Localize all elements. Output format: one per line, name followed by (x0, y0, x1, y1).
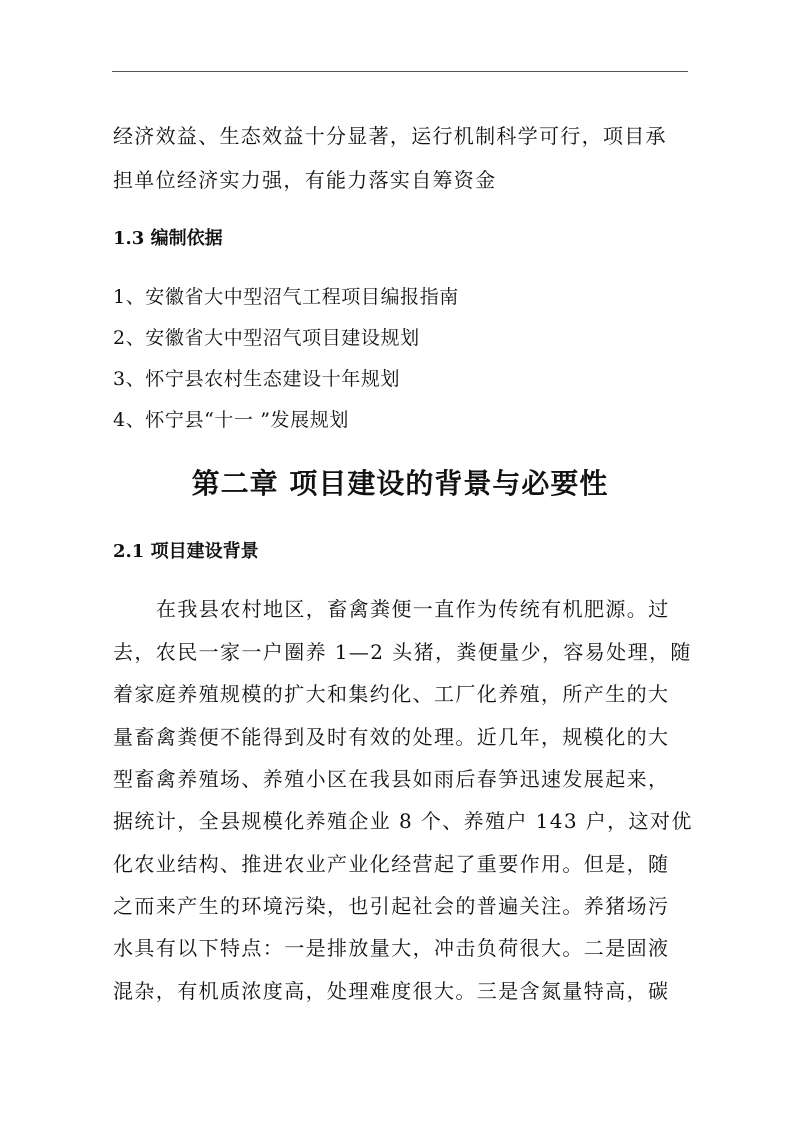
body-line-9: 水具有以下特点：一是排放量大，冲击负荷很大。二是固液 (113, 936, 670, 960)
body-line-4: 量畜禽粪便不能得到及时有效的处理。近几年，规模化的大 (113, 725, 670, 749)
basis-item-3: 3、怀宁县农村生态建设十年规划 (113, 368, 401, 390)
basis-item-2: 2、安徽省大中型沼气项目建设规划 (113, 327, 420, 349)
body-line-2: 去，农民一家一户圈养 1—2 头猪，粪便量少，容易处理，随 (113, 640, 692, 664)
intro-line-1: 经济效益、生态效益十分显著，运行机制科学可行，项目承 (113, 124, 667, 148)
body-line-10: 混杂，有机质浓度高，处理难度很大。三是含氮量特高，碳 (113, 979, 670, 1003)
chapter-title: 第二章 项目建设的背景与必要性 (191, 467, 609, 500)
body-line-7: 化农业结构、推进农业产业化经营起了重要作用。但是，随 (113, 852, 670, 876)
basis-item-4: 4、怀宁县“十一 ”发展规划 (113, 409, 349, 431)
body-line-5: 型畜禽养殖场、养殖小区在我县如雨后春笋迅速发展起来， (113, 767, 670, 791)
body-line-8: 之而来产生的环境污染，也引起社会的普遍关注。养猪场污 (113, 894, 670, 918)
body-line-3: 着家庭养殖规模的扩大和集约化、工厂化养殖，所产生的大 (113, 682, 670, 706)
body-line-1: 在我县农村地区，畜禽粪便一直作为传统有机肥源。过 (156, 597, 670, 621)
basis-item-1: 1、安徽省大中型沼气工程项目编报指南 (113, 286, 459, 308)
section-2-1-heading: 2.1 项目建设背景 (113, 541, 259, 562)
intro-line-2: 担单位经济实力强，有能力落实自筹资金 (113, 168, 497, 192)
section-1-3-heading: 1.3 编制依据 (113, 228, 223, 249)
header-rule (112, 71, 688, 72)
body-line-6: 据统计，全县规模化养殖企业 8 个、养殖户 143 户，这对优 (113, 809, 693, 833)
